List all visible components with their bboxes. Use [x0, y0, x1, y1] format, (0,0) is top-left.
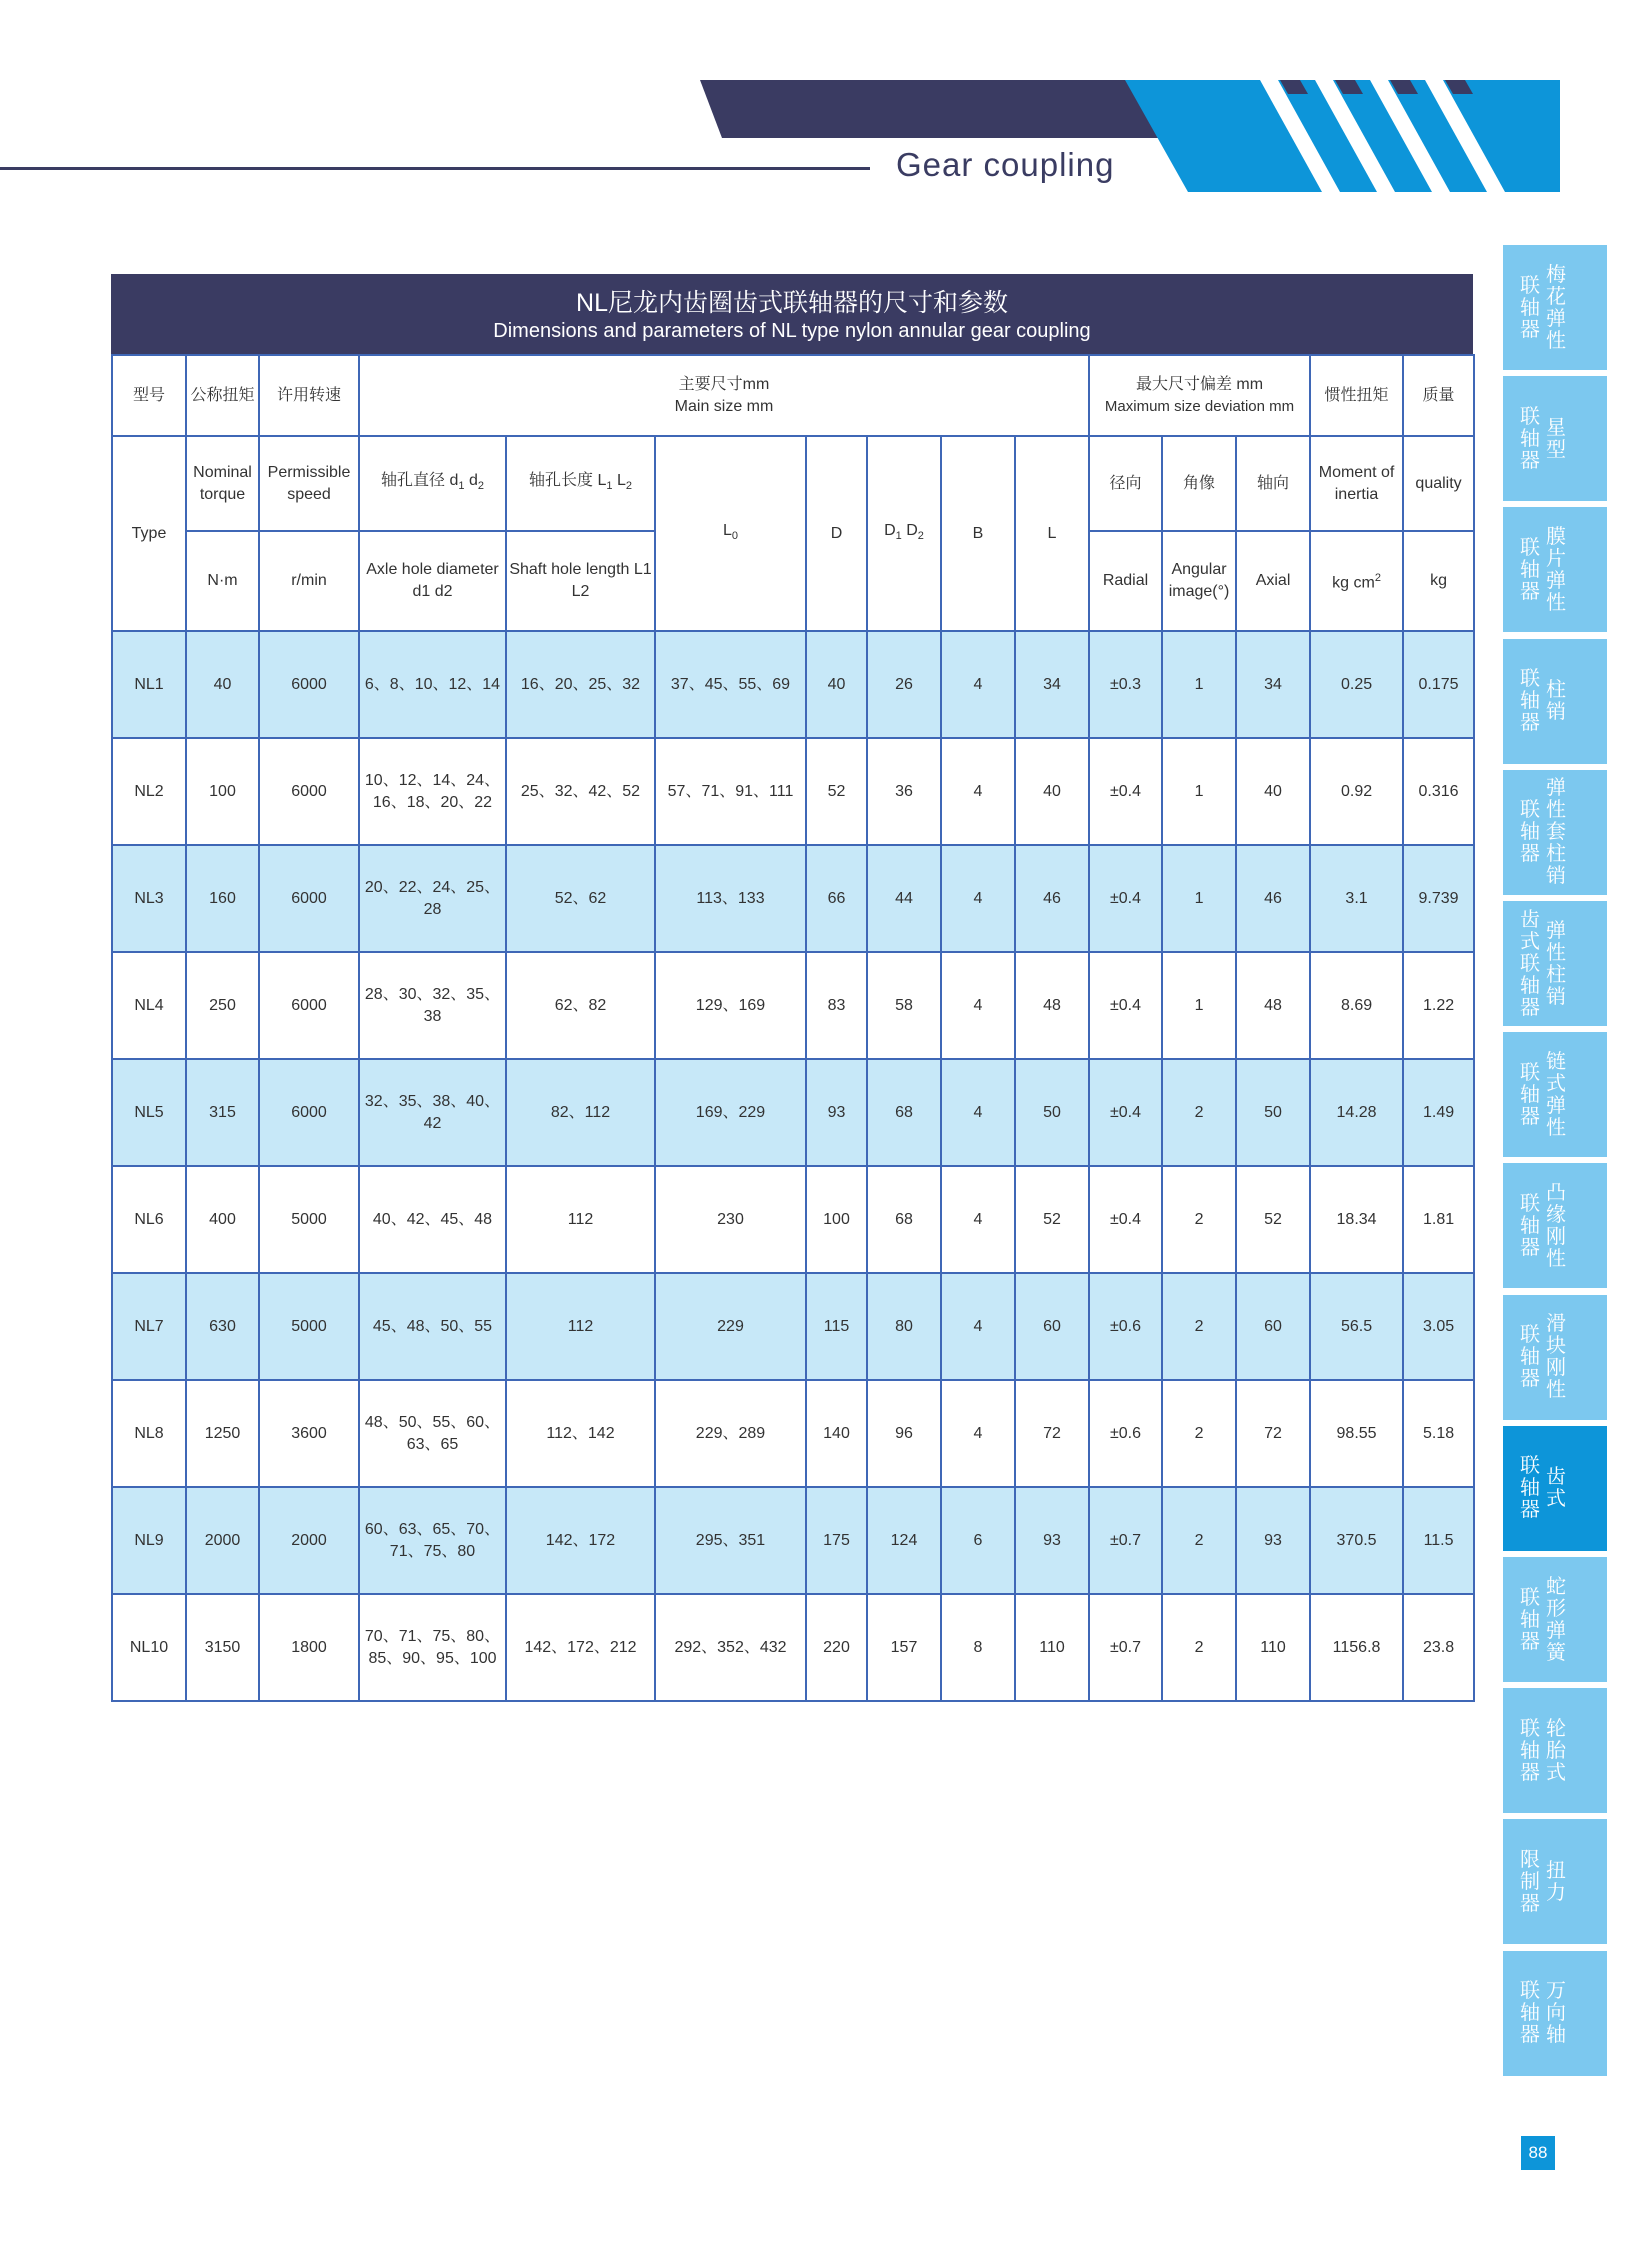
- table-cell: 2000: [259, 1487, 359, 1594]
- table-cell: NL2: [112, 738, 186, 845]
- table-cell: 48: [1015, 952, 1089, 1059]
- category-tab[interactable]: [1503, 1163, 1607, 1288]
- table-cell: 0.92: [1310, 738, 1403, 845]
- category-tab-label: 星型: [1546, 416, 1566, 461]
- th-d-en: Axle hole diameter d1 d2: [359, 531, 506, 631]
- table-cell: 56.5: [1310, 1273, 1403, 1380]
- th-angular-cn: 角像: [1162, 436, 1236, 531]
- table-title-en: Dimensions and parameters of NL type nylon annular gear coupling: [493, 320, 1091, 342]
- table-cell: 50: [1236, 1059, 1310, 1166]
- table-cell: ±0.6: [1089, 1380, 1162, 1487]
- table-cell: ±0.4: [1089, 845, 1162, 952]
- table-cell: 70、71、75、80、85、90、95、100: [359, 1594, 506, 1701]
- table-cell: ±0.7: [1089, 1487, 1162, 1594]
- table-row: [112, 1166, 1474, 1273]
- table-cell: 37、45、55、69: [655, 631, 806, 738]
- category-tab-label: 膜片弹性: [1546, 525, 1566, 614]
- table-cell: 6000: [259, 631, 359, 738]
- category-tab-label: 联轴器: [1520, 799, 1540, 866]
- th-d-cn: 轴孔直径 $d_1$ $d_2$: [359, 436, 506, 531]
- table-cell: 40、42、45、48: [359, 1166, 506, 1273]
- table-cell: 2: [1162, 1487, 1236, 1594]
- table-cell: 112: [506, 1166, 655, 1273]
- category-tab-label: 梅花弹性: [1546, 263, 1566, 352]
- th-mass-cn: 质量: [1403, 355, 1474, 436]
- table-cell: 129、169: [655, 952, 806, 1059]
- table-cell: 96: [867, 1380, 941, 1487]
- table-cell: NL10: [112, 1594, 186, 1701]
- table-cell: 230: [655, 1166, 806, 1273]
- table-cell: 1: [1162, 738, 1236, 845]
- table-cell: NL7: [112, 1273, 186, 1380]
- category-tab-label: 万向轴: [1546, 1980, 1566, 2047]
- category-tab-label: 滑块刚性: [1546, 1313, 1566, 1402]
- table-cell: 40: [1015, 738, 1089, 845]
- table-cell: 630: [186, 1273, 259, 1380]
- category-tab[interactable]: [1503, 901, 1607, 1026]
- category-tab[interactable]: [1503, 1819, 1607, 1944]
- table-cell: 1: [1162, 845, 1236, 952]
- table-cell: 72: [1236, 1380, 1310, 1487]
- header-stripes-graphic: [700, 80, 1560, 192]
- table-cell: 0.316: [1403, 738, 1474, 845]
- table-cell: 60: [1015, 1273, 1089, 1380]
- table-cell: 295、351: [655, 1487, 806, 1594]
- th-l-cn: 轴孔长度 $L_1$ $L_2$: [506, 436, 655, 531]
- table-cell: 6000: [259, 952, 359, 1059]
- table-cell: 112: [506, 1273, 655, 1380]
- table-row: [112, 631, 1474, 738]
- header-title: Gear coupling: [896, 146, 1115, 183]
- table-cell: 4: [941, 1166, 1015, 1273]
- th-type-en: Type: [112, 436, 186, 631]
- table-cell: 4: [941, 952, 1015, 1059]
- category-tab[interactable]: [1503, 1032, 1607, 1157]
- table-cell: 60: [1236, 1273, 1310, 1380]
- category-tab[interactable]: [1503, 1295, 1607, 1420]
- table-cell: 292、352、432: [655, 1594, 806, 1701]
- category-tab-label: 联轴器: [1520, 274, 1540, 341]
- table-row: [112, 952, 1474, 1059]
- table-cell: 4: [941, 1059, 1015, 1166]
- table-cell: 6000: [259, 845, 359, 952]
- table-cell: 40: [806, 631, 867, 738]
- table-body: [112, 631, 1474, 1701]
- th-radial-en: Radial: [1089, 531, 1162, 631]
- category-tab-label: 联轴器: [1520, 1061, 1540, 1128]
- table-row: [112, 738, 1474, 845]
- page-number: 88: [1521, 2136, 1555, 2170]
- th-mass-unit: kg: [1403, 531, 1474, 631]
- table-cell: NL8: [112, 1380, 186, 1487]
- table-cell: 110: [1015, 1594, 1089, 1701]
- category-tab-label: 凸缘刚性: [1546, 1181, 1566, 1270]
- table-cell: 175: [806, 1487, 867, 1594]
- table-cell: 112、142: [506, 1380, 655, 1487]
- table-cell: 50: [1015, 1059, 1089, 1166]
- table-cell: 0.175: [1403, 631, 1474, 738]
- table-cell: 52: [1236, 1166, 1310, 1273]
- th-main-size-en: Main size mm: [674, 397, 774, 415]
- th-L: L: [1015, 436, 1089, 631]
- th-main-size: [359, 355, 1089, 436]
- table-cell: 2: [1162, 1059, 1236, 1166]
- th-mass-en: quality: [1403, 436, 1474, 531]
- table-cell: ±0.7: [1089, 1594, 1162, 1701]
- category-tab-label: 联轴器: [1520, 668, 1540, 735]
- table-row: [112, 1487, 1474, 1594]
- table-cell: 14.28: [1310, 1059, 1403, 1166]
- category-tab-label: 齿式联轴器: [1520, 908, 1540, 1019]
- table-caption: [111, 274, 1473, 354]
- th-type-cn: 型号: [112, 355, 186, 436]
- category-tab-label: 扭力: [1546, 1859, 1566, 1904]
- table-cell: 83: [806, 952, 867, 1059]
- table-cell: 169、229: [655, 1059, 806, 1166]
- table-cell: 3150: [186, 1594, 259, 1701]
- table-cell: 93: [806, 1059, 867, 1166]
- table-cell: 5.18: [1403, 1380, 1474, 1487]
- table-cell: 4: [941, 631, 1015, 738]
- table-cell: 3600: [259, 1380, 359, 1487]
- category-tab[interactable]: [1503, 507, 1607, 632]
- table-cell: 8.69: [1310, 952, 1403, 1059]
- table-cell: 370.5: [1310, 1487, 1403, 1594]
- table-cell: 2: [1162, 1594, 1236, 1701]
- table-cell: 157: [867, 1594, 941, 1701]
- table-cell: 4: [941, 1273, 1015, 1380]
- table-cell: 48、50、55、60、63、65: [359, 1380, 506, 1487]
- table-cell: 2000: [186, 1487, 259, 1594]
- th-torque-cn: 公称扭矩: [186, 355, 259, 436]
- table-cell: 45、48、50、55: [359, 1273, 506, 1380]
- table-cell: 140: [806, 1380, 867, 1487]
- table-cell: ±0.3: [1089, 631, 1162, 738]
- table-cell: 5000: [259, 1166, 359, 1273]
- category-tab[interactable]: [1503, 376, 1607, 501]
- table-cell: 52: [806, 738, 867, 845]
- table-cell: NL5: [112, 1059, 186, 1166]
- category-tab-label: 联轴器: [1520, 1324, 1540, 1391]
- table-cell: 5000: [259, 1273, 359, 1380]
- table-cell: 1.49: [1403, 1059, 1474, 1166]
- table-cell: ±0.4: [1089, 1059, 1162, 1166]
- table-cell: 66: [806, 845, 867, 952]
- table-cell: 115: [806, 1273, 867, 1380]
- table-cell: 220: [806, 1594, 867, 1701]
- spec-grid: [111, 354, 1475, 1702]
- table-cell: 8: [941, 1594, 1015, 1701]
- table-cell: 142、172: [506, 1487, 655, 1594]
- table-cell: 3.1: [1310, 845, 1403, 952]
- table-cell: 18.34: [1310, 1166, 1403, 1273]
- th-inertia-cn: 惯性扭矩: [1310, 355, 1403, 436]
- category-tab-label: 柱销: [1546, 679, 1566, 724]
- table-cell: 34: [1236, 631, 1310, 738]
- table-cell: 113、133: [655, 845, 806, 952]
- table-cell: NL9: [112, 1487, 186, 1594]
- category-tab-label: 蛇形弹簧: [1546, 1575, 1566, 1664]
- category-tab[interactable]: [1503, 1688, 1607, 1813]
- category-tab[interactable]: [1503, 770, 1607, 895]
- th-deviation: [1089, 355, 1310, 436]
- th-main-size-cn: 主要尺寸mm: [678, 375, 770, 393]
- category-tab-label: 联轴器: [1520, 1717, 1540, 1784]
- table-cell: 0.25: [1310, 631, 1403, 738]
- category-tab-label: 轮胎式: [1546, 1717, 1566, 1784]
- table-cell: 28、30、32、35、38: [359, 952, 506, 1059]
- table-cell: 62、82: [506, 952, 655, 1059]
- table-cell: 6、8、10、12、14: [359, 631, 506, 738]
- th-torque-unit: N·m: [186, 531, 259, 631]
- table-cell: ±0.4: [1089, 952, 1162, 1059]
- table-cell: 26: [867, 631, 941, 738]
- category-tab-label: 联轴器: [1520, 536, 1540, 603]
- table-cell: 100: [186, 738, 259, 845]
- table-cell: 315: [186, 1059, 259, 1166]
- table-row: [112, 1273, 1474, 1380]
- category-tab-label: 弹性柱销: [1546, 919, 1566, 1008]
- table-cell: 6000: [259, 738, 359, 845]
- category-tab-label: 链式弹性: [1546, 1050, 1566, 1139]
- th-torque-en: Nominal torque: [186, 436, 259, 531]
- table-cell: 4: [941, 1380, 1015, 1487]
- category-tab-label: 联轴器: [1520, 1586, 1540, 1653]
- category-tab-label: 联轴器: [1520, 405, 1540, 472]
- table-cell: 1250: [186, 1380, 259, 1487]
- table-cell: 44: [867, 845, 941, 952]
- table-cell: ±0.4: [1089, 1166, 1162, 1273]
- category-tab-label: 联轴器: [1520, 1455, 1540, 1522]
- th-speed-unit: r/min: [259, 531, 359, 631]
- table-row: [112, 1594, 1474, 1701]
- table-cell: NL6: [112, 1166, 186, 1273]
- category-tab[interactable]: [1503, 1951, 1607, 2076]
- table-cell: 58: [867, 952, 941, 1059]
- th-angular-en: Angular image(°): [1162, 531, 1236, 631]
- category-tab-label: 联轴器: [1520, 1980, 1540, 2047]
- table-cell: 52、62: [506, 845, 655, 952]
- th-D: D: [806, 436, 867, 631]
- table-cell: 229、289: [655, 1380, 806, 1487]
- table-cell: 250: [186, 952, 259, 1059]
- table-cell: 68: [867, 1059, 941, 1166]
- category-tab-label: 弹性套柱销: [1546, 777, 1566, 888]
- table-cell: 93: [1015, 1487, 1089, 1594]
- table-cell: 6: [941, 1487, 1015, 1594]
- category-tab[interactable]: [1503, 1557, 1607, 1682]
- table-cell: 46: [1236, 845, 1310, 952]
- table-cell: 1: [1162, 952, 1236, 1059]
- table-cell: 6000: [259, 1059, 359, 1166]
- table-cell: 98.55: [1310, 1380, 1403, 1487]
- table-cell: ±0.6: [1089, 1273, 1162, 1380]
- table-cell: 100: [806, 1166, 867, 1273]
- table-title-cn: NL尼龙内齿圈齿式联轴器的尺寸和参数: [576, 289, 1008, 317]
- table-cell: ±0.4: [1089, 738, 1162, 845]
- table-cell: 20、22、24、25、28: [359, 845, 506, 952]
- table-cell: 48: [1236, 952, 1310, 1059]
- th-l-en: Shaft hole length L1 L2: [506, 531, 655, 631]
- category-tab[interactable]: [1503, 1426, 1607, 1551]
- table-cell: 1.22: [1403, 952, 1474, 1059]
- table-cell: 160: [186, 845, 259, 952]
- table-cell: 40: [1236, 738, 1310, 845]
- table-cell: 4: [941, 738, 1015, 845]
- th-speed-cn: 许用转速: [259, 355, 359, 436]
- table-cell: 32、35、38、40、42: [359, 1059, 506, 1166]
- category-tab-label: 齿式: [1546, 1466, 1566, 1511]
- table-cell: 2: [1162, 1380, 1236, 1487]
- table-cell: 68: [867, 1166, 941, 1273]
- table-cell: 34: [1015, 631, 1089, 738]
- table-cell: NL3: [112, 845, 186, 952]
- table-cell: 52: [1015, 1166, 1089, 1273]
- table-cell: 72: [1015, 1380, 1089, 1487]
- table-cell: 82、112: [506, 1059, 655, 1166]
- spec-table: [111, 274, 1473, 1702]
- table-cell: 11.5: [1403, 1487, 1474, 1594]
- table-cell: 23.8: [1403, 1594, 1474, 1701]
- table-cell: 1156.8: [1310, 1594, 1403, 1701]
- table-cell: 9.739: [1403, 845, 1474, 952]
- table-row: [112, 845, 1474, 952]
- th-axial-en: Axial: [1236, 531, 1310, 631]
- th-axial-cn: 轴向: [1236, 436, 1310, 531]
- table-cell: 110: [1236, 1594, 1310, 1701]
- table-cell: 46: [1015, 845, 1089, 952]
- category-tab[interactable]: [1503, 245, 1607, 370]
- table-cell: 4: [941, 845, 1015, 952]
- table-cell: 2: [1162, 1166, 1236, 1273]
- table-cell: 10、12、14、24、16、18、20、22: [359, 738, 506, 845]
- th-deviation-cn: 最大尺寸偏差 mm: [1135, 375, 1264, 393]
- table-cell: 80: [867, 1273, 941, 1380]
- table-cell: 1.81: [1403, 1166, 1474, 1273]
- table-cell: NL4: [112, 952, 186, 1059]
- th-inertia-unit: kg $cm^2$: [1310, 531, 1403, 631]
- th-radial-cn: 径向: [1089, 436, 1162, 531]
- th-L0: $L_0$: [655, 436, 806, 631]
- table-cell: 1800: [259, 1594, 359, 1701]
- table-cell: 1: [1162, 631, 1236, 738]
- table-cell: 36: [867, 738, 941, 845]
- th-inertia-en: Moment of inertia: [1310, 436, 1403, 531]
- th-deviation-en: Maximum size deviation mm: [1104, 397, 1295, 415]
- table-cell: 40: [186, 631, 259, 738]
- table-cell: 124: [867, 1487, 941, 1594]
- table-cell: 16、20、25、32: [506, 631, 655, 738]
- table-cell: 3.05: [1403, 1273, 1474, 1380]
- table-cell: 60、63、65、70、71、75、80: [359, 1487, 506, 1594]
- table-cell: 229: [655, 1273, 806, 1380]
- category-tab-label: 联轴器: [1520, 1192, 1540, 1259]
- table-cell: 400: [186, 1166, 259, 1273]
- table-cell: 93: [1236, 1487, 1310, 1594]
- table-cell: NL1: [112, 631, 186, 738]
- category-tab-label: 限制器: [1520, 1848, 1540, 1915]
- th-D1D2: $D_1$ $D_2$: [867, 436, 941, 631]
- table-cell: 2: [1162, 1273, 1236, 1380]
- table-cell: 142、172、212: [506, 1594, 655, 1701]
- category-tab[interactable]: [1503, 639, 1607, 764]
- th-B: B: [941, 436, 1015, 631]
- table-cell: 57、71、91、111: [655, 738, 806, 845]
- table-cell: 25、32、42、52: [506, 738, 655, 845]
- table-row: [112, 1059, 1474, 1166]
- table-row: [112, 1380, 1474, 1487]
- th-speed-en: Permissible speed: [259, 436, 359, 531]
